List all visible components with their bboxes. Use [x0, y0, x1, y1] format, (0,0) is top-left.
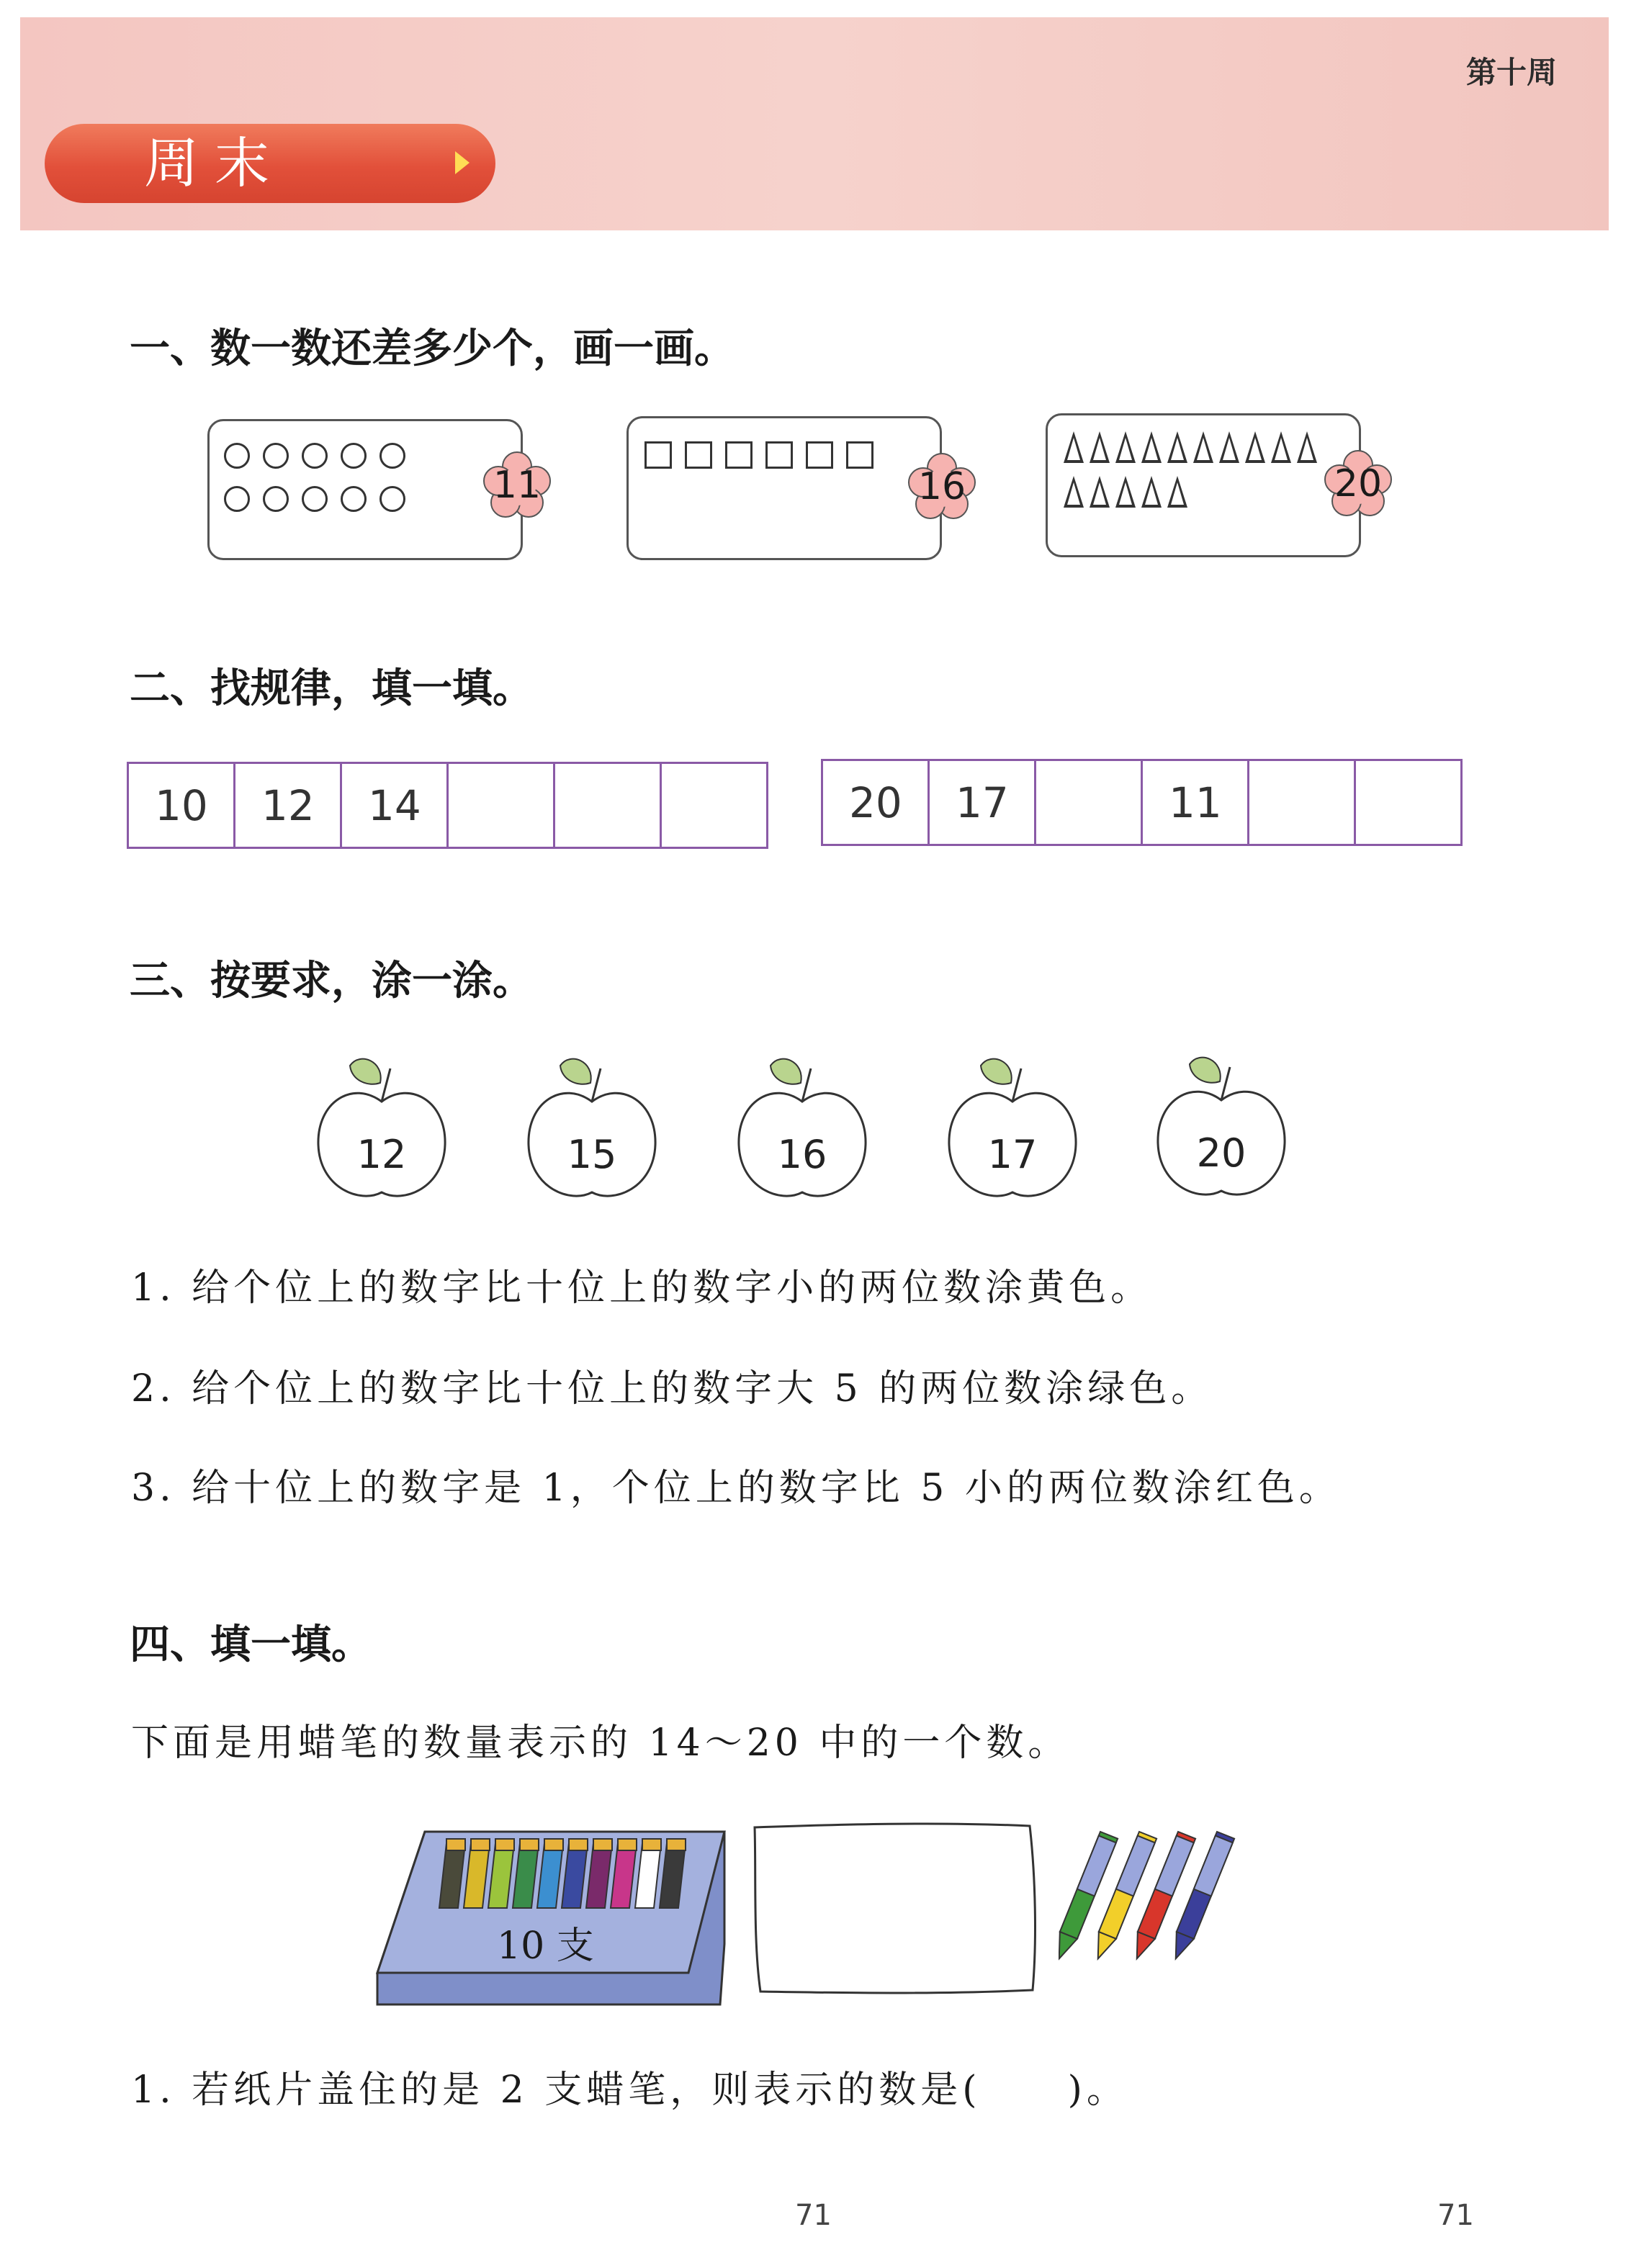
- section4-intro: 下面是用蜡笔的数量表示的 14～20 中的一个数。: [131, 1722, 1070, 1765]
- shape-row: [224, 443, 405, 469]
- target-number: 11: [493, 464, 542, 507]
- triangle-shape: [1115, 431, 1136, 463]
- crayon-cap: [569, 1839, 588, 1850]
- crayon-cap: [593, 1839, 612, 1850]
- apple-number: 12: [356, 1132, 407, 1177]
- apple-number: 20: [1196, 1130, 1247, 1176]
- sequence-cell: 10: [128, 763, 235, 848]
- crayon-cap: [495, 1839, 514, 1850]
- section1-heading: 一、数一数还差多少个，画一画。: [130, 325, 735, 372]
- shape-card-triangles: [1046, 413, 1361, 557]
- square-shape: [685, 441, 712, 469]
- triangle-shape: [1271, 431, 1291, 463]
- sequence-table-2: [821, 759, 1463, 846]
- crayon-box: [374, 1829, 727, 2009]
- triangle-shape: [1090, 431, 1110, 463]
- apple[interactable]: [310, 1051, 454, 1210]
- triangle-shape: [1141, 431, 1162, 463]
- sequence-cell: 14: [341, 763, 448, 848]
- crayons-icon: [1059, 1829, 1246, 1987]
- shape-row: [1064, 476, 1187, 508]
- square-shape: [806, 441, 833, 469]
- triangle-shape: [1115, 476, 1136, 508]
- triangle-shape: [1167, 476, 1187, 508]
- circle-shape: [263, 443, 289, 469]
- target-number: 20: [1334, 462, 1383, 505]
- page-number-center: 71: [795, 2199, 832, 2232]
- sequence-cell: 11: [1142, 760, 1249, 845]
- apple-icon: [310, 1051, 454, 1210]
- square-shape: [644, 441, 672, 469]
- triangle-shape: [1141, 476, 1162, 508]
- apple-number: 17: [987, 1132, 1038, 1177]
- apple-icon: [520, 1051, 664, 1210]
- crayon-cap: [471, 1839, 490, 1850]
- square-shape: [725, 441, 753, 469]
- triangle-shape: [1193, 431, 1213, 463]
- circle-shape: [302, 443, 328, 469]
- target-flower: [482, 451, 552, 520]
- circle-shape: [341, 486, 367, 512]
- shape-card-squares: [626, 416, 942, 560]
- section3-heading: 三、按要求，涂一涂。: [130, 958, 533, 1004]
- section2-heading: 二、找规律，填一填。: [130, 665, 533, 712]
- instruction-item: 3. 给十位上的数字是 1，个位上的数字比 5 小的两位数涂红色。: [131, 1467, 1341, 1510]
- apple[interactable]: [520, 1051, 664, 1210]
- sequence-blank[interactable]: [1249, 760, 1355, 845]
- sequence-table-1: [127, 762, 768, 849]
- sequence-blank[interactable]: [1036, 760, 1142, 845]
- paper-card[interactable]: [750, 1819, 1038, 1999]
- instruction-item: 1. 给个位上的数字比十位上的数字小的两位数涂黄色。: [131, 1266, 1153, 1310]
- triangle-shape: [1167, 431, 1187, 463]
- triangle-shape: [1064, 431, 1084, 463]
- apple-number: 16: [777, 1132, 827, 1177]
- shape-card-circles: [207, 419, 523, 560]
- question-text: 1. 若纸片盖住的是 2 支蜡笔，则表示的数是(: [131, 2069, 982, 2112]
- apple[interactable]: [1149, 1050, 1293, 1208]
- target-flower: [907, 452, 976, 521]
- circle-shape: [379, 486, 405, 512]
- square-shape: [765, 441, 793, 469]
- week-label: 第十周: [1465, 55, 1557, 90]
- weekend-title: 周末: [144, 131, 285, 195]
- crayon-cap: [520, 1839, 539, 1850]
- sequence-cell: 17: [929, 760, 1036, 845]
- crayon-cap: [618, 1839, 637, 1850]
- apple-icon: [940, 1051, 1084, 1210]
- circle-shape: [379, 443, 405, 469]
- triangle-shape: [1297, 431, 1317, 463]
- apple-icon: [1149, 1050, 1293, 1208]
- shape-row: [1064, 431, 1317, 463]
- crayon-cap: [446, 1839, 465, 1850]
- circle-shape: [224, 443, 250, 469]
- question-end: )。: [1067, 2069, 1128, 2112]
- shape-row: [644, 441, 873, 469]
- page-number-right: 71: [1437, 2199, 1474, 2232]
- loose-crayons: [1059, 1829, 1246, 1987]
- target-number: 16: [917, 465, 966, 508]
- crayon-cap: [642, 1839, 661, 1850]
- triangle-shape: [1245, 431, 1265, 463]
- square-shape: [846, 441, 873, 469]
- circle-shape: [224, 486, 250, 512]
- crayon-cap: [544, 1839, 563, 1850]
- sequence-blank[interactable]: [448, 763, 554, 848]
- shape-row: [224, 486, 405, 512]
- triangle-shape: [1219, 431, 1239, 463]
- question-item: [131, 2059, 1128, 2113]
- circle-shape: [302, 486, 328, 512]
- sequence-blank[interactable]: [554, 763, 661, 848]
- apple-number: 15: [567, 1132, 617, 1177]
- sequence-blank[interactable]: [661, 763, 768, 848]
- instruction-item: 2. 给个位上的数字比十位上的数字大 5 的两位数涂绿色。: [131, 1367, 1213, 1410]
- sequence-cell: 20: [822, 760, 929, 845]
- apple-icon: [730, 1051, 874, 1210]
- apple[interactable]: [730, 1051, 874, 1210]
- paper-card-shape: [750, 1819, 1038, 1999]
- section4-heading: 四、填一填。: [130, 1621, 372, 1668]
- triangle-shape: [1064, 476, 1084, 508]
- crayon-cap: [667, 1839, 686, 1850]
- crayon-box-label: 10 支: [497, 1925, 594, 1968]
- circle-shape: [263, 486, 289, 512]
- sequence-blank[interactable]: [1355, 760, 1462, 845]
- apple[interactable]: [940, 1051, 1084, 1210]
- circle-shape: [341, 443, 367, 469]
- sequence-cell: 12: [235, 763, 341, 848]
- triangle-shape: [1090, 476, 1110, 508]
- arrow-right-icon: [455, 151, 470, 174]
- target-flower: [1324, 449, 1393, 518]
